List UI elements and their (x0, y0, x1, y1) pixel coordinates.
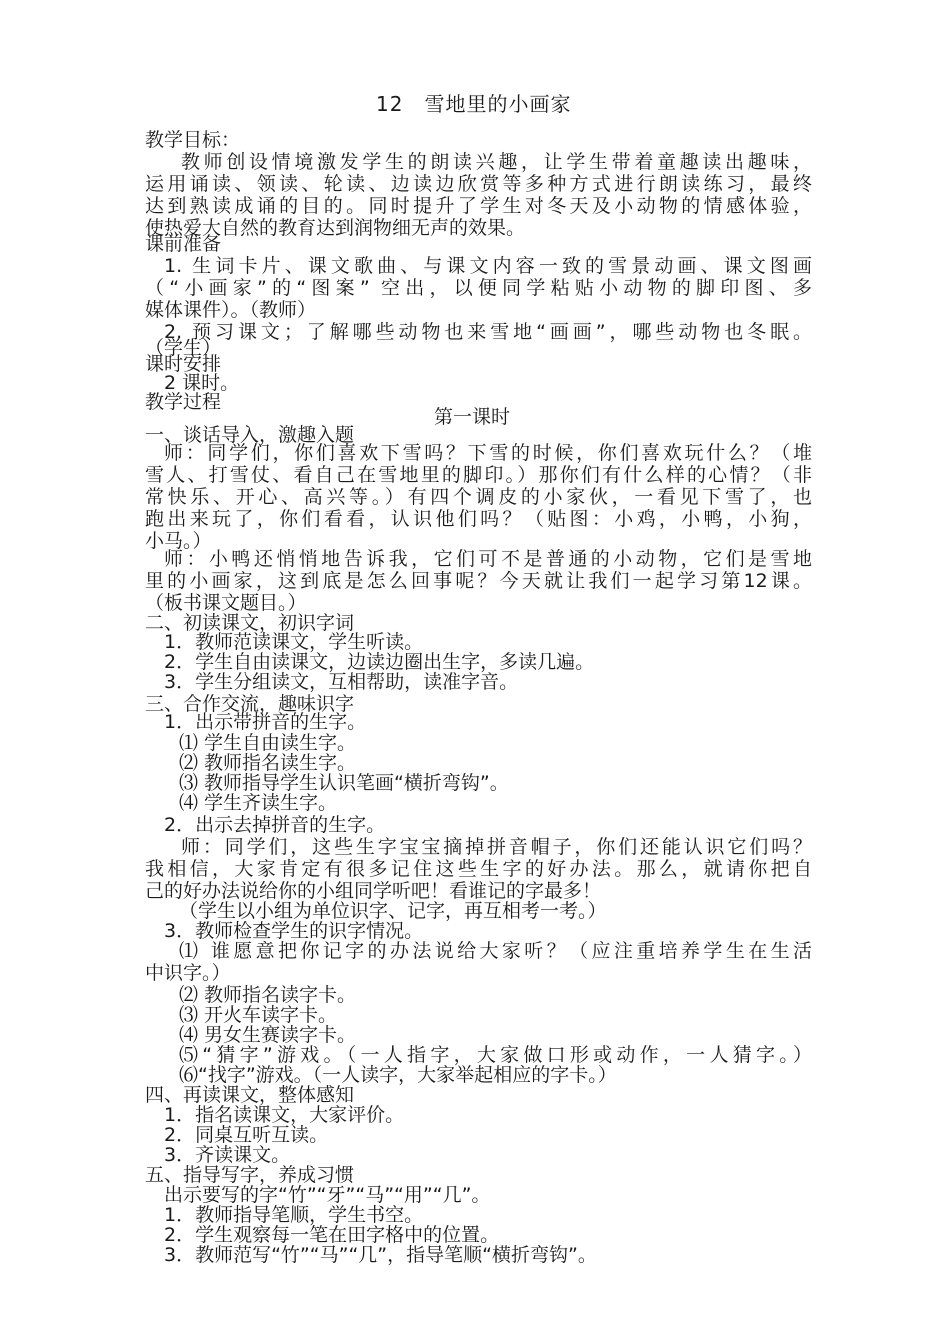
text-line: 3．教师检查学生的识字情况。 (164, 920, 424, 942)
section-heading: 教学过程 (145, 391, 222, 413)
text-line: 2. 预习课文；了解哪些动物也来雪地“画画”，哪些动物也冬眠。 (164, 321, 812, 343)
text-line: （“小画家”的“图案” 空出，以便同学粘贴小动物的脚印图、多 (145, 277, 812, 299)
text-line: 1．指名读课文，大家评价。 (164, 1104, 405, 1126)
section-heading: 一、谈话导入，激趣入题 (145, 424, 355, 446)
text-line: 雪人、打雪仗、看自己在雪地里的脚印。）那你们有什么样的心情？（非 (145, 464, 812, 486)
section-heading: 四、再读课文，整体感知 (145, 1084, 355, 1106)
text-line: 1．出示带拼音的生字。 (164, 711, 367, 733)
section-heading: 五、指导写字，养成习惯 (145, 1164, 355, 1186)
text-line: 2．学生观察每一笔在田字格中的位置。 (164, 1224, 500, 1246)
text-line: 出示要写的字“竹”“牙”“马”“用”“几”。 (164, 1184, 491, 1206)
section-heading: 课前准备 (145, 233, 222, 255)
text-line: 教学目标： (145, 129, 241, 151)
text-line: 里的小画家，这到底是怎么回事呢？今天就让我们一起学习第12课。 (145, 570, 812, 592)
section-heading: 二、初读课文，初识字词 (145, 612, 355, 634)
text-line: ⑴ 学生自由读生字。 (179, 732, 357, 754)
text-line: 常快乐、开心、高兴等。）有四个调皮的小家伙，一看见下雪了，也 (145, 486, 812, 508)
text-line: ⑵ 教师指名读生字。 (179, 752, 357, 774)
text-line: 小马。） (145, 530, 212, 552)
text-line: ⑶ 开火车读字卡。 (179, 1004, 338, 1026)
text-line: ⑷ 男女生赛读字卡。 (179, 1024, 357, 1046)
text-line: 2．出示去掉拼音的生字。 (164, 814, 386, 836)
text-line: 3．学生分组读文，互相帮助，读准字音。 (164, 671, 519, 693)
text-line: （板书课文题目。） (145, 592, 307, 614)
text-line: 教师创设情境激发学生的朗读兴趣，让学生带着童趣读出趣味， (181, 151, 812, 173)
text-line: 使热爱大自然的教育达到润物细无声的效果。 (145, 217, 526, 239)
text-line: 运用诵读、领读、轮读、边读边欣赏等多种方式进行朗读练习，最终 (145, 173, 812, 195)
text-line: 媒体课件）。（教师） (145, 299, 317, 321)
text-line: ⑸“猜字”游戏。（一人指字，大家做口形或动作，一人猜字。） (179, 1044, 812, 1066)
text-line: 跑出来玩了，你们看看，认识他们吗？（贴图：小鸡，小鸭，小狗， (145, 508, 812, 530)
lesson-period-heading: 第一课时 (434, 406, 511, 428)
section-heading: 课时安排 (145, 353, 222, 375)
text-line: 3．齐读课文。 (164, 1144, 291, 1166)
text-line: 1．教师范读课文，学生听读。 (164, 631, 424, 653)
text-line: 达到熟读成诵的目的。同时提升了学生对冬天及小动物的情感体验， (145, 195, 812, 217)
text-line: 己的好办法说给你的小组同学听吧！看谁记的字最多！ (145, 880, 602, 902)
text-line: 师：同学们，你们喜欢下雪吗？下雪的时候，你们喜欢玩什么？（堆 (164, 442, 812, 464)
lesson-title: 12 雪地里的小画家 (376, 92, 572, 116)
text-line: 2．学生自由读课文，边读边圈出生字，多读几遍。 (164, 651, 595, 673)
text-line: 1. 生词卡片、课文歌曲、与课文内容一致的雪景动画、课文图画 (164, 255, 812, 277)
text-line: 3．教师范写“竹”“马”“几”，指导笔顺“横折弯钩”。 (164, 1244, 597, 1266)
text-line: 中识字。） (145, 962, 231, 984)
text-line: （学生以小组为单位识字、记字，再互相考一考。） (179, 900, 607, 922)
text-line: ⑹“找字”游戏。（一人读字，大家举起相应的字卡。） (179, 1064, 617, 1086)
text-line: 2 课时。 (164, 372, 240, 394)
text-line: 1．教师指导笔顺，学生书空。 (164, 1204, 424, 1226)
text-line: （学生） (145, 337, 222, 359)
text-line: 2．同桌互听互读。 (164, 1124, 329, 1146)
text-line: 师：小鸭还悄悄地告诉我，它们可不是普通的小动物，它们是雪地 (164, 548, 812, 570)
text-line: 师：同学们，这些生字宝宝摘掉拼音帽子，你们还能认识它们吗？ (181, 836, 812, 858)
text-line: ⑴ 谁愿意把你记字的办法说给大家听？（应注重培养学生在生活 (179, 940, 812, 962)
text-line: ⑶ 教师指导学生认识笔画“横折弯钩”。 (179, 772, 509, 794)
section-heading: 三、合作交流，趣味识字 (145, 693, 355, 715)
text-line: ⑷ 学生齐读生字。 (179, 792, 338, 814)
text-line: 我相信，大家肯定有很多记住这些生字的好办法。那么，就请你把自 (145, 858, 812, 880)
text-line: ⑵ 教师指名读字卡。 (179, 984, 357, 1006)
